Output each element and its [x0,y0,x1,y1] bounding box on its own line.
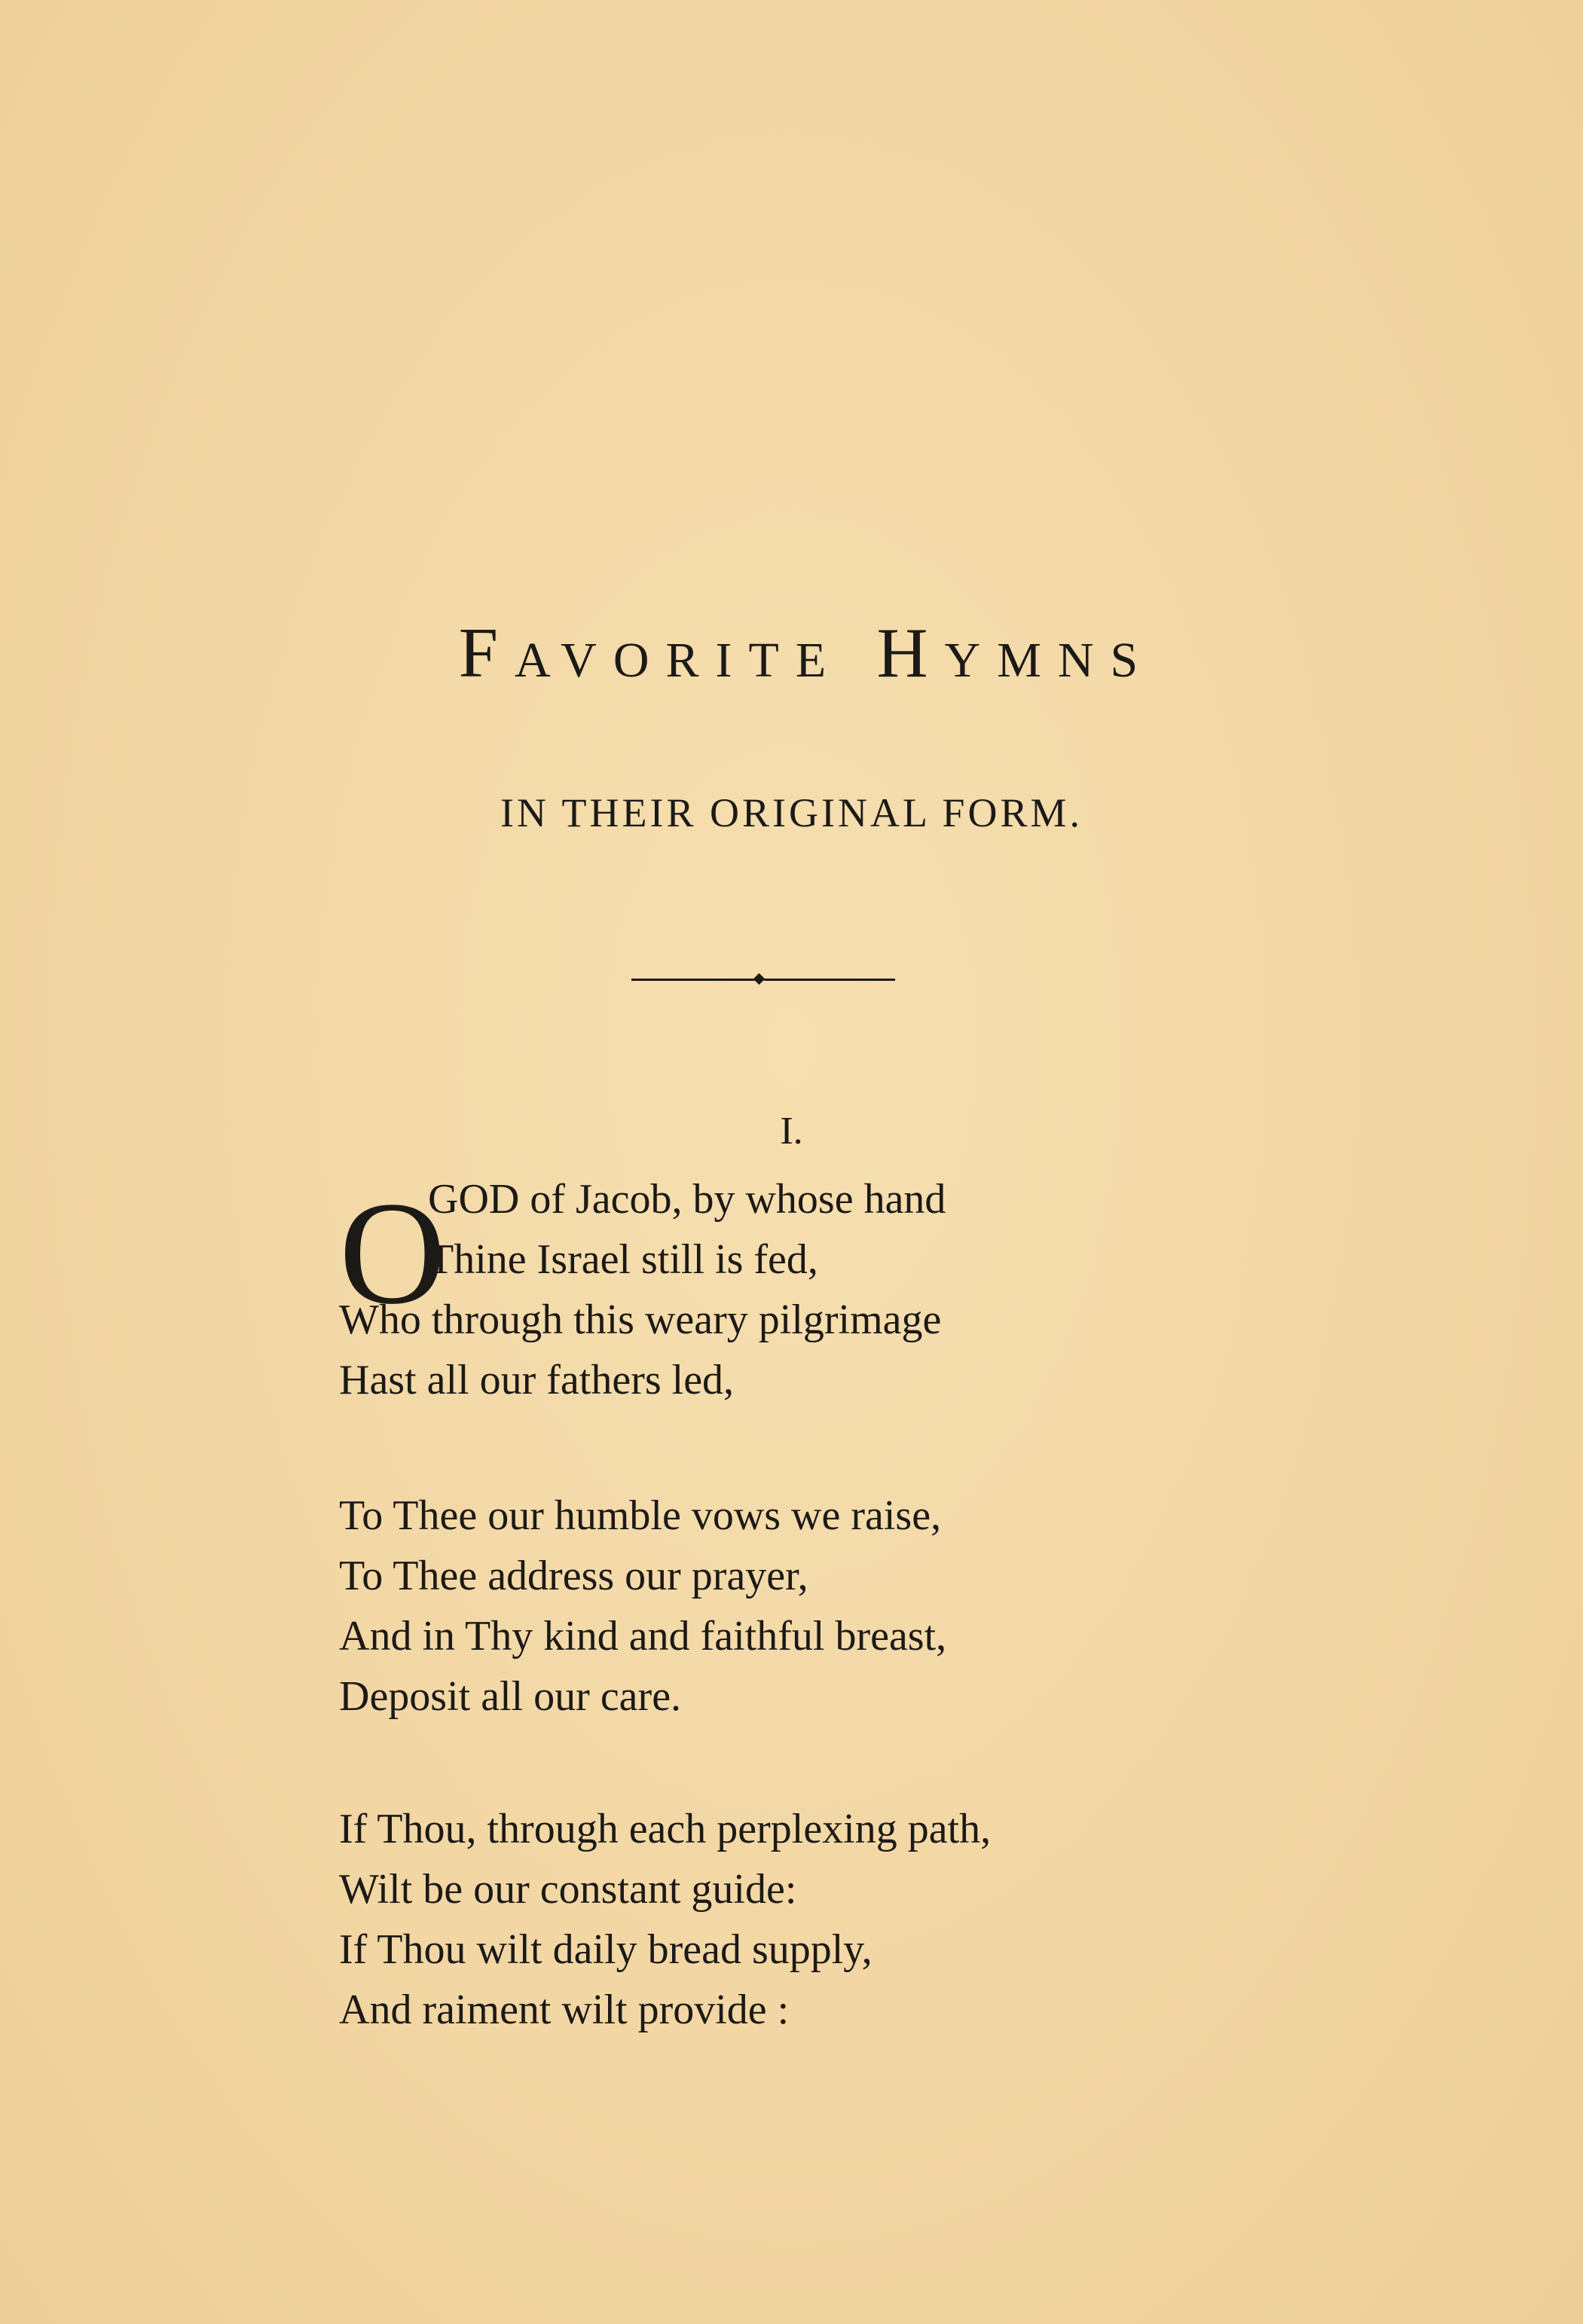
verse-line: And raiment wilt provide : [339,1987,790,2033]
diamond-icon [753,973,766,985]
verse-line: To Thee address our prayer, [339,1553,808,1599]
verse-line: Who through this weary pilgrimage [339,1296,942,1343]
page-title: Favorite Hymns [458,614,1155,692]
hymn-number: I. [780,1110,803,1153]
drop-cap-letter: O [339,1171,446,1335]
divider-ornament [631,975,895,984]
verse-line: Deposit all our care. [339,1673,682,1720]
page-subtitle: IN THEIR ORIGINAL FORM. [500,790,1083,835]
verse-line: If Thou wilt daily bread supply, [339,1926,872,1973]
divider-line-left [631,979,758,981]
verse-line: Hast all our fathers led, [339,1357,735,1403]
stanza-1 [339,1169,1243,1410]
verse-line: GOD of Jacob, by whose hand [428,1176,946,1223]
stanza-3 [339,1799,1243,2040]
verse-line: If Thou, through each perplexing path, [339,1806,992,1852]
verse-line: Wilt be our constant guide: [339,1866,797,1913]
stanza-2 [339,1486,1243,1727]
verse-line: Thine Israel still is fed, [428,1236,818,1283]
verse-line: To Thee our humble vows we raise, [339,1492,942,1539]
verse-line: And in Thy kind and faithful breast, [339,1613,947,1660]
divider-line-right [764,979,895,981]
